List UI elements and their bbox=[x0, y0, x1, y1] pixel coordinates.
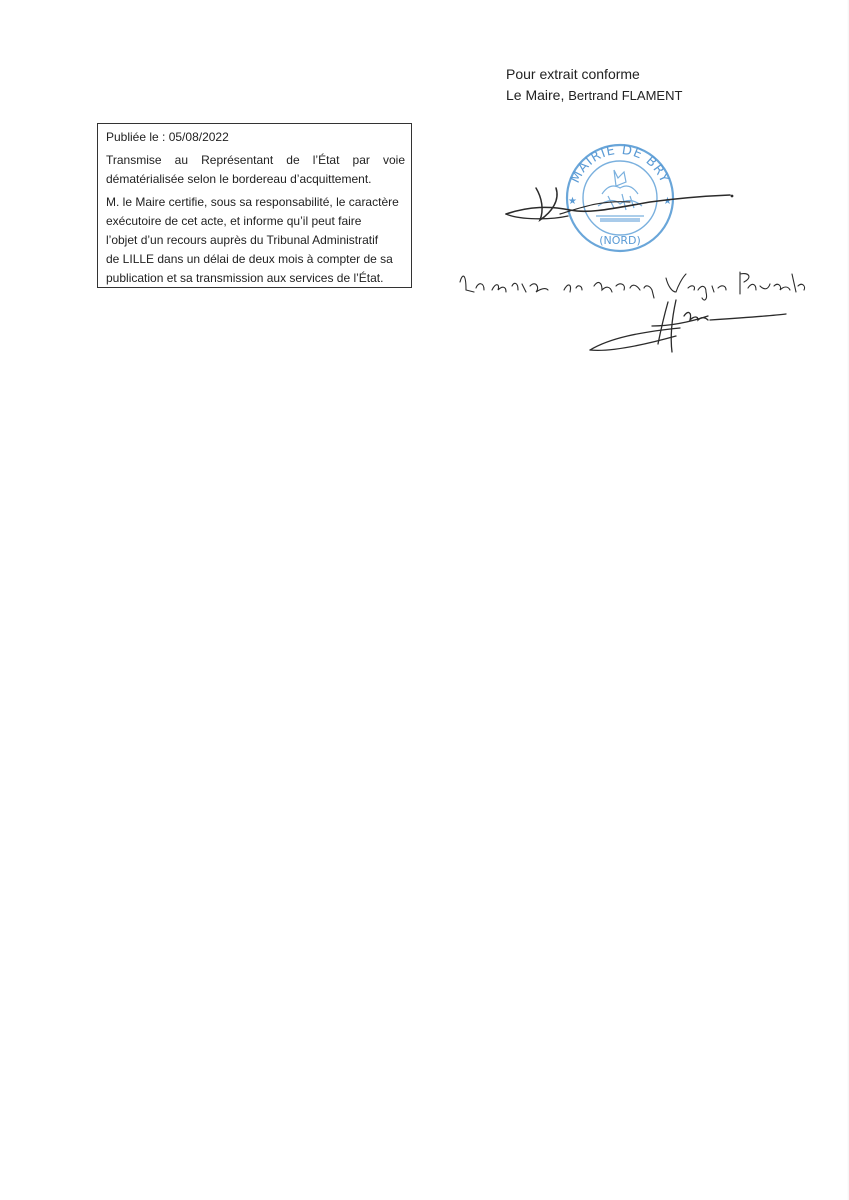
stamp-top-text: MAIRIE DE BRY bbox=[568, 142, 672, 186]
mayor-line bbox=[506, 85, 682, 106]
mayor-prefix: Le Maire, bbox=[506, 87, 565, 103]
stamp-bottom-text: (NORD) bbox=[599, 234, 641, 247]
certification-line-4: de LILLE dans un délai de deux mois à compter de sa bbox=[106, 252, 393, 266]
signature-graphics bbox=[440, 140, 820, 370]
transmission-line-2: dématérialisée selon le bordereau d’acquittement. bbox=[106, 172, 372, 186]
stamp-emblem-icon bbox=[596, 170, 644, 222]
transmission-text bbox=[106, 151, 405, 189]
certification-line-5: publication et sa transmission aux services de l’État. bbox=[106, 271, 384, 285]
extract-conforme-label: Pour extrait conforme bbox=[506, 66, 640, 82]
certification-line-1: M. le Maire certifie, sous sa responsabilité, le caractère bbox=[106, 195, 399, 209]
certification-line-2: exécutoire de cet acte, et informe qu’il peut faire bbox=[106, 214, 362, 228]
secretary-handwriting bbox=[460, 272, 805, 300]
secretary-signature bbox=[590, 300, 786, 352]
certification-text bbox=[106, 193, 405, 288]
extract-header bbox=[506, 64, 682, 106]
signature-area bbox=[440, 140, 820, 370]
stamp-star-right-icon: ★ bbox=[663, 196, 672, 207]
transmission-line-1: Transmise au Représentant de l’État par voie bbox=[106, 153, 405, 167]
mairie-stamp bbox=[567, 143, 673, 251]
certification-line-3: l’objet d’un recours auprès du Tribunal Administratif bbox=[106, 233, 379, 247]
mayor-name: Bertrand FLAMENT bbox=[568, 88, 683, 103]
publication-box bbox=[97, 123, 412, 288]
publication-date: Publiée le : 05/08/2022 bbox=[106, 130, 229, 144]
stamp-star-left-icon: ★ bbox=[568, 196, 577, 207]
